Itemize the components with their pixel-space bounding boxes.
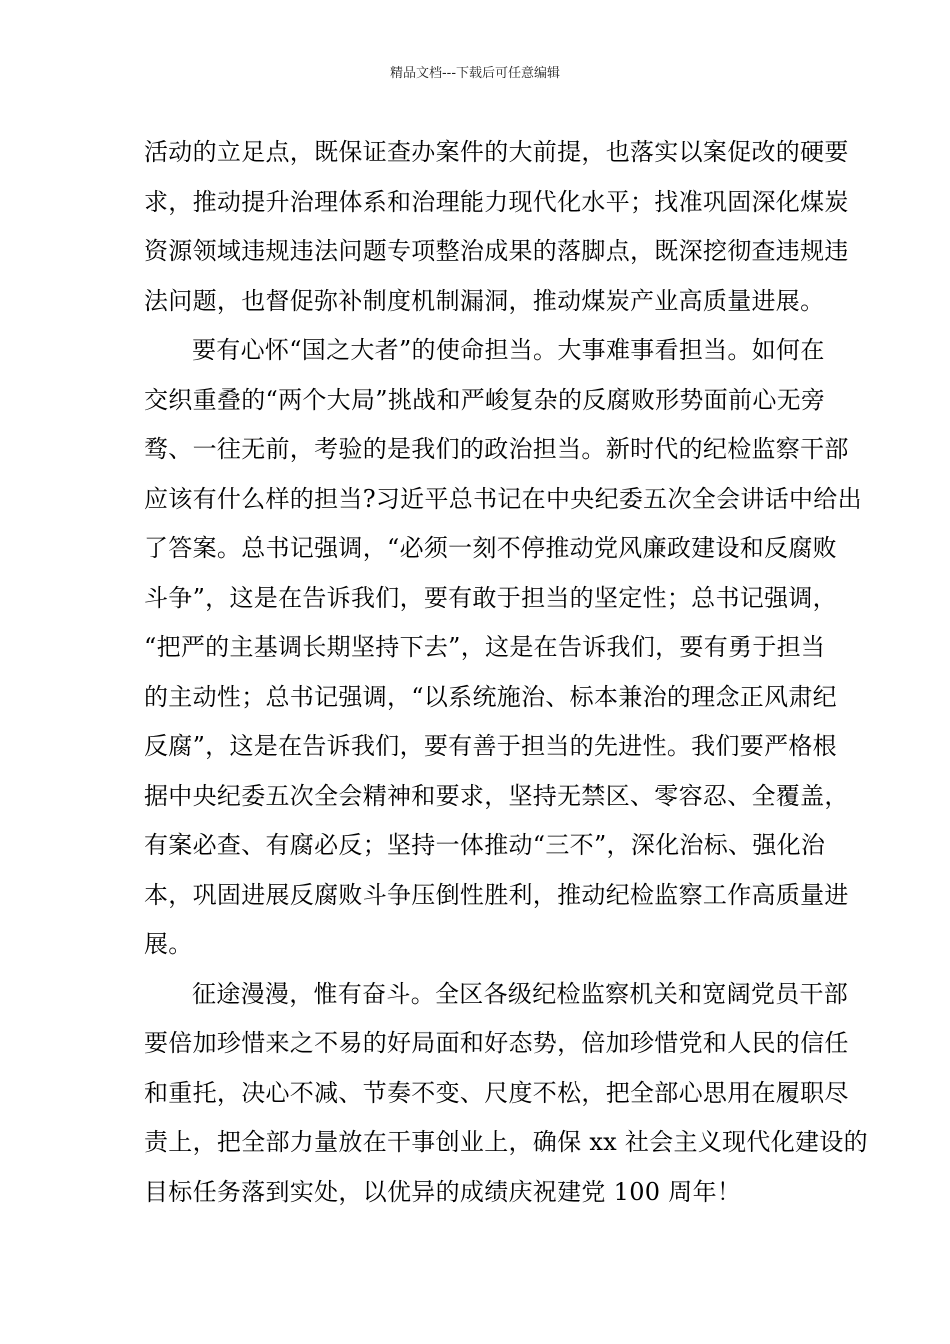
text-line: 斗争”，这是在告诉我们，要有敢于担当的坚定性；总书记强调， [144, 583, 837, 612]
text-line: 本，巩固进展反腐败斗争压倒性胜利，推动纪检监察工作高质量进 [144, 880, 849, 909]
text-line: 求，推动提升治理体系和治理能力现代化水平；找准巩固深化煤炭 [144, 187, 849, 216]
text-line: 交织重叠的“两个大局”挑战和严峻复杂的反腐败形势面前心无旁 [144, 385, 826, 414]
text-line: “把严的主基调长期坚持下去”，这是在告诉我们，要有勇于担当 [144, 633, 826, 661]
text-line: 征途漫漫，惟有奋斗。全区各级纪检监察机关和宽阔党员干部 [192, 979, 849, 1008]
text-line: 的主动性；总书记强调，“以系统施治、标本兼治的理念正风肃纪 [144, 682, 837, 711]
paragraph [144, 970, 868, 1218]
text-line: 要有心怀“国之大者”的使命担当。大事难事看担当。如何在 [192, 336, 825, 364]
text-line: 目标任务落到实处，以优异的成绩庆祝建党 100 周年！ [144, 1177, 742, 1206]
document-body [144, 128, 868, 1217]
text-line: 展。 [144, 930, 193, 958]
text-line: 资源领域违规违法问题专项整治成果的落脚点，既深挖彻查违规违 [144, 237, 849, 265]
text-line: 据中央纪委五次全会精神和要求，坚持无禁区、零容忍、全覆盖， [144, 781, 849, 810]
paragraph [144, 326, 862, 970]
paragraph [144, 128, 849, 326]
text-line: 要倍加珍惜来之不易的好局面和好态势，倍加珍惜党和人民的信任 [144, 1029, 849, 1057]
text-line: 反腐”，这是在告诉我们，要有善于担当的先进性。我们要严格根 [144, 732, 837, 760]
text-line: 活动的立足点，既保证查办案件的大前提，也落实以案促改的硬要 [144, 138, 849, 166]
text-line: 了答案。总书记强调，“必须一刻不停推动党风廉政建设和反腐败 [144, 534, 837, 562]
text-line: 应该有什么样的担当?习近平总书记在中央纪委五次全会讲话中给出 [144, 484, 862, 513]
text-line: 和重托，决心不减、节奏不变、尺度不松，把全部心思用在履职尽 [144, 1078, 849, 1107]
text-line: 法问题，也督促弥补制度机制漏洞，推动煤炭产业高质量进展。 [144, 286, 825, 315]
text-line: 责上，把全部力量放在干事创业上，确保 xx 社会主义现代化建设的 [144, 1128, 868, 1156]
text-line: 骛、一往无前，考验的是我们的政治担当。新时代的纪检监察干部 [144, 435, 849, 463]
page-header: 精品文档---下载后可任意编辑 [389, 66, 561, 81]
text-line: 有案必查、有腐必反；坚持一体推动“三不”，深化治标、强化治 [144, 831, 826, 859]
